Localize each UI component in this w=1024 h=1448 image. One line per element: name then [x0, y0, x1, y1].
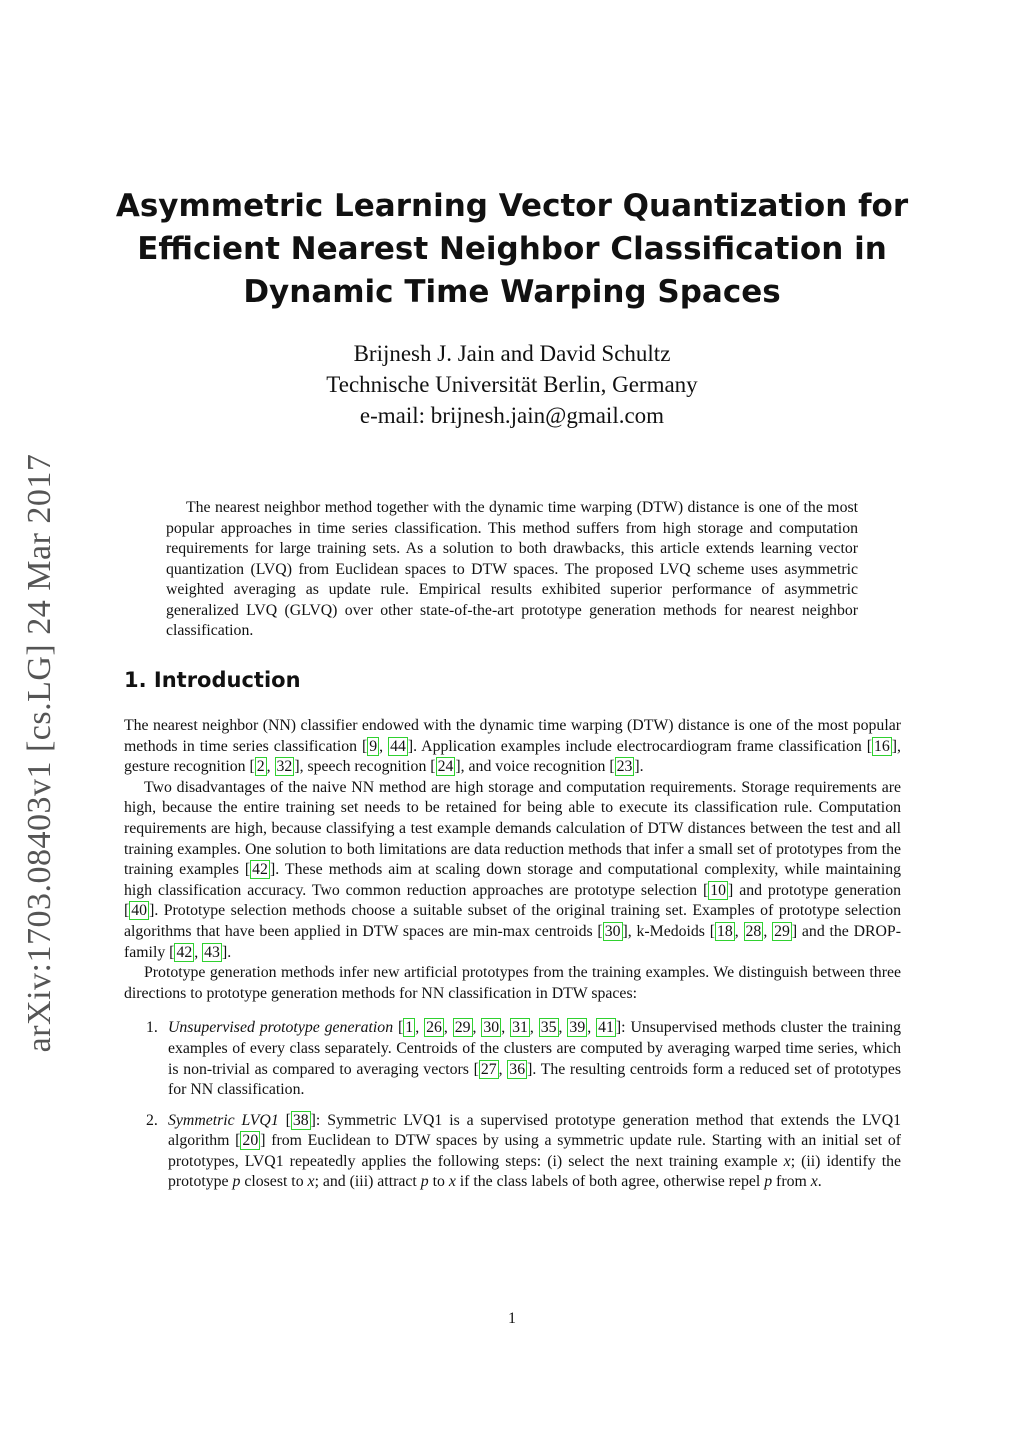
title-line: Dynamic Time Warping Spaces [243, 274, 781, 310]
citation-link[interactable]: 18 [717, 922, 733, 940]
email: e-mail: brijnesh.jain@gmail.com [359, 403, 665, 428]
citation-link[interactable]: 27 [480, 1060, 497, 1078]
paragraph: Two disadvantages of the naive NN method are high storage and computation requirements. Storage requirements are high, because the entire training set needs to be retained for being able to execute its classification rule. Computation requirements are high, because classifying a test example demands calculation of DTW distances between the test and all training examples. One solution to both limitations are data reduction methods that infer a small set of prototypes from the training examples [ 42 ]. These methods aim at scaling down storage and computational complexity, while maintaining high classification accuracy. Two common reduction approaches are prototype selection [ 10 ] and prototype generation [ 40 ]. Prototype selection methods choose a suitable subset of the original training set. Examples of prototype selection algorithms that have been applied in DTW spaces are min-max centroids [ 30 ], k-Medoids [ 18 , 28 , 29 ] and the DROP-family [ 42 , 43 ]. [124, 778, 902, 961]
citation-link[interactable]: 41 [598, 1019, 614, 1037]
arxiv-id: arXiv:1703.08403v1 [cs.LG] 24 Mar 2017 [21, 453, 58, 1053]
citation-link[interactable]: 39 [569, 1019, 586, 1037]
citation-link[interactable]: 23 [616, 758, 633, 776]
citation-link[interactable]: 38 [292, 1111, 309, 1129]
title-line: Efficient Nearest Neighbor Classification in [137, 231, 887, 267]
list-number: 1. [146, 1019, 158, 1037]
method-list [124, 1018, 901, 1193]
citation-link[interactable]: 35 [540, 1019, 557, 1037]
affiliation: Technische Universität Berlin, Germany [326, 372, 698, 397]
citation-link[interactable]: 20 [242, 1132, 259, 1150]
paragraph: The nearest neighbor (NN) classifier endowed with the dynamic time warping (DTW) distance is one of the most popular methods in time series classification [ 9 , 44 ]. Application examples include electrocardiogram frame classification [ 16 ], gesture recognition [ 2 , 32 ], speech recognition [ 24 ], and voice recognition [ 23 ]. [124, 717, 902, 776]
citation-link[interactable]: 32 [276, 758, 293, 776]
list-item: 2. Symmetric LVQ1 [ 38 ]: Symmetric LVQ1 is a supervised prototype generation method that extends the LVQ1 algorithm [ 20 ] from Euclidean to DTW spaces by using a symmetric update rule. Starting with an initial set of prototypes, LVQ1 repeatedly applies the following steps: (i) select the next training example x; (ii) identify the prototype p closest to x; and (iii) attract p to x if the class labels of both agree, otherwise repel p from x. [146, 1111, 902, 1191]
citation-link[interactable]: 36 [509, 1060, 526, 1078]
citation-link[interactable]: 26 [426, 1019, 442, 1037]
citation-link[interactable]: 29 [454, 1019, 471, 1037]
intro-body [124, 716, 901, 1203]
paragraph: Prototype generation methods infer new artificial prototypes from the training examples. We distinguish between three directions to prototype generation methods for NN classification in DTW spaces: [124, 964, 901, 1002]
citation-link[interactable]: 30 [604, 922, 621, 940]
citation-link[interactable]: 24 [437, 758, 454, 776]
citation-link[interactable]: 43 [204, 943, 220, 961]
page-number: 1 [508, 1310, 516, 1327]
title-line: Asymmetric Learning Vector Quantization for [115, 188, 909, 224]
citation-link[interactable]: 28 [745, 922, 762, 940]
citation-link[interactable]: 42 [252, 861, 268, 879]
abstract: The nearest neighbor method together with the dynamic time warping (DTW) distance is one of the most popular approaches in time series classification. This method suffers from high storage and computation requirements for large training sets. As a solution to both drawbacks, this article extends learning vector quantization (LVQ) from Euclidean spaces to DTW spaces. The proposed LVQ scheme uses asymmetric weighted averaging as update rule. Empirical results exhibited superior performance of asymmetric generalized LVQ (GLVQ) over other state-of-the-art prototype generation methods for nearest neighbor classification. [166, 499, 858, 639]
author-block [212, 338, 812, 431]
arxiv-identifier-sidebar [20, 448, 60, 1058]
citation-link[interactable]: 9 [369, 737, 378, 755]
citation-link[interactable]: 2 [256, 758, 265, 776]
citation-link[interactable]: 16 [874, 737, 890, 755]
author-names: Brijnesh J. Jain and David Schultz [353, 341, 671, 366]
citation-link[interactable]: 30 [483, 1019, 500, 1037]
citation-link[interactable]: 40 [131, 902, 148, 920]
paper-title [100, 185, 924, 314]
citation-link[interactable]: 29 [774, 922, 790, 940]
citation-link[interactable]: 10 [710, 881, 727, 899]
citation-link[interactable]: 44 [390, 737, 406, 755]
citation-link[interactable]: 42 [176, 943, 193, 961]
citation-link[interactable]: 31 [512, 1019, 528, 1037]
list-number: 2. [146, 1111, 158, 1129]
list-item: 1. Unsupervised prototype generation [ 1 , 26 , 29 , 30 , 31 , 35 , 39 , 41 ]: Unsupervised methods cluster the training examples of every class separately. Centroids of the clusters are computed by averaging warped time series, which is non-trivial as compared to averaging vectors [ 27 , 36 ]. The resulting centroids form a reduced set of prototypes for NN classification. [146, 1019, 902, 1099]
section-heading: 1. Introduction [124, 668, 301, 692]
citation-link[interactable]: 1 [405, 1019, 414, 1037]
